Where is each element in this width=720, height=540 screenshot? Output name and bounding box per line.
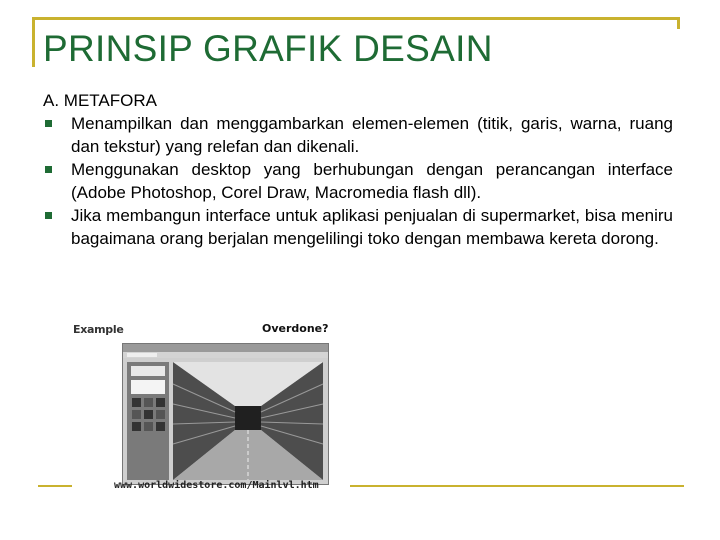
figure-title: Overdone? — [262, 322, 329, 335]
bottom-rule-right — [350, 485, 684, 487]
bottom-rule-left — [38, 485, 72, 487]
top-frame-line — [32, 17, 680, 20]
square-bullet-icon — [45, 166, 52, 173]
bullet-list — [43, 112, 673, 250]
square-bullet-icon — [45, 120, 52, 127]
figure-caption-url: www.worldwidestore.com/Mainlvl.htm — [114, 480, 319, 491]
section-heading: A. METAFORA — [43, 91, 157, 110]
store-screenshot-image — [122, 343, 329, 485]
figure-label: Example — [73, 323, 124, 336]
supermarket-aisle-illustration — [123, 344, 328, 484]
square-bullet-icon — [45, 212, 52, 219]
bullet-item — [43, 158, 673, 204]
slide-content — [43, 89, 673, 250]
bullet-item — [43, 112, 673, 158]
slide-title: PRINSIP GRAFIK DESAIN — [43, 28, 493, 69]
bullet-text: Menampilkan dan menggambarkan elemen-elemen (titik, garis, warna, ruang dan tekstur) yang relefan dan dikenali. — [71, 114, 673, 156]
bullet-item — [43, 204, 673, 250]
right-frame-tick — [677, 17, 680, 29]
left-frame-line — [32, 17, 35, 67]
bullet-text: Menggunakan desktop yang berhubungan dengan perancangan interface (Adobe Photoshop, Corel Draw, Macromedia flash dll). — [71, 160, 673, 202]
bullet-text: Jika membangun interface untuk aplikasi penjualan di supermarket, bisa meniru bagaimana orang berjalan mengelilingi toko dengan membawa kereta dorong. — [71, 206, 673, 248]
